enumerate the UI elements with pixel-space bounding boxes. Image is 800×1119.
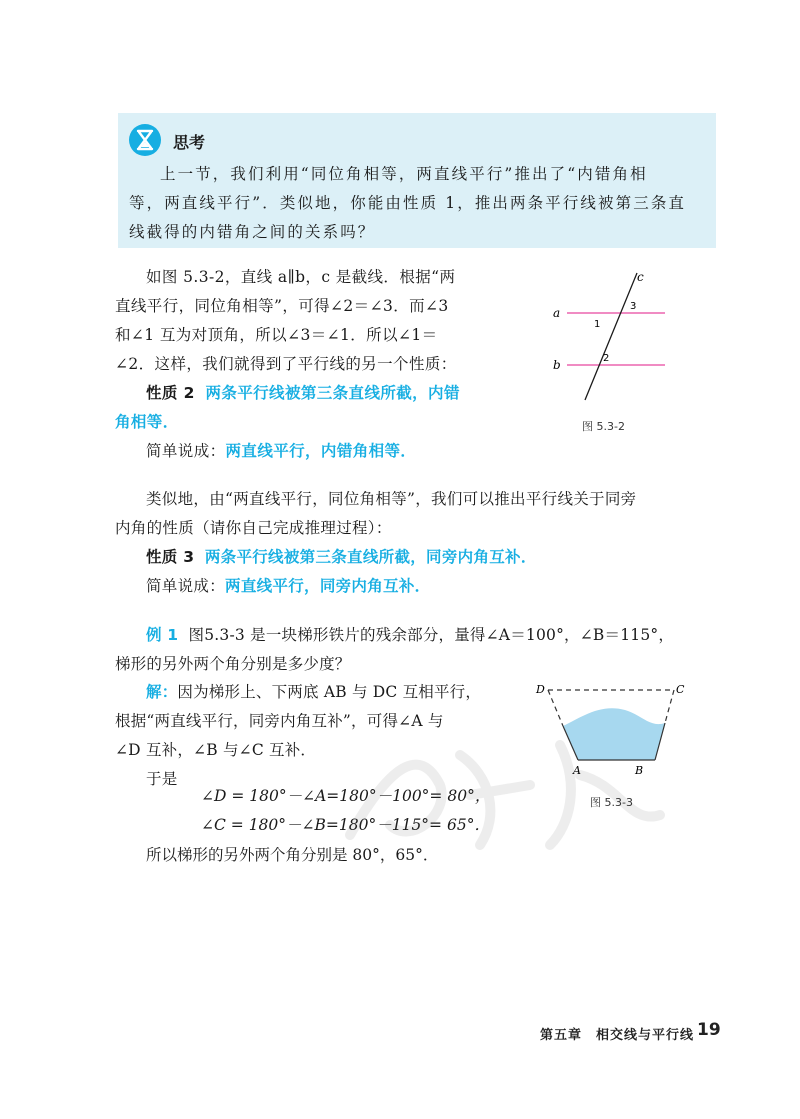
edge-cb-dashed <box>665 690 674 723</box>
simple-label-1: 简单说成： <box>146 442 226 460</box>
section2-line-2: 内角的性质（请你自己完成推理过程）： <box>115 519 392 537</box>
figure-5-3-2 <box>545 265 685 410</box>
example-line-1 <box>115 621 720 650</box>
think-title: 思考 <box>173 133 206 152</box>
section2-line-1: 类似地，由“两直线平行，同位角相等”，我们可以推出平行线关于同旁 <box>146 490 637 508</box>
example-line-2: 梯形的另外两个角分别是多少度？ <box>115 655 351 673</box>
solution-label: 解： <box>146 683 178 701</box>
iron-sheet-shape <box>563 708 665 760</box>
solution-line-2: 根据“两直线平行，同旁内角互补”，可得∠A 与 <box>115 712 444 730</box>
property2-label: 性质 2 <box>146 384 195 402</box>
solution-line-3: ∠D 互补，∠B 与∠C 互补． <box>115 741 317 759</box>
section1-line-1: 如图 5.3-2，直线 a∥b，c 是截线．根据“两 <box>146 268 456 286</box>
solution-line-1 <box>115 678 535 707</box>
simple-text-2: 两直线平行，同旁内角互补． <box>225 577 431 595</box>
property2-text-1: 两条平行线被第三条直线所截，内错 <box>205 384 460 402</box>
equation-1: ∠D = 180°－∠A=180°－100°= 80°， <box>201 787 491 805</box>
property3-label: 性质 3 <box>146 548 195 566</box>
line-c <box>585 273 637 400</box>
think-line-2: 等，两直线平行”．类似地，你能由性质 1，推出两条平行线被第三条直 <box>129 194 687 212</box>
example-label: 例 1 <box>146 626 179 644</box>
think-line-1: 上一节，我们利用“同位角相等，两直线平行”推出了“内错角相 <box>160 165 648 183</box>
label-C: C <box>676 683 685 696</box>
label-D: D <box>536 683 545 696</box>
simple-line-1 <box>115 437 525 466</box>
figure-5-3-3 <box>530 678 695 778</box>
property3-line <box>115 543 715 572</box>
label-a: a <box>553 306 561 320</box>
simple-line-2 <box>115 572 715 601</box>
figure-5-3-3-caption: 图 5.3-3 <box>590 796 633 809</box>
label-A: A <box>573 764 581 777</box>
conclusion: 所以梯形的另外两个角分别是 80°，65°． <box>146 846 439 864</box>
angle-1-label: 1 <box>594 319 601 330</box>
label-b: b <box>553 358 561 372</box>
solution-text-1: 因为梯形上、下两底 AB 与 DC 互相平行， <box>177 683 482 701</box>
property2-line-1 <box>115 379 525 408</box>
figure-5-3-2-caption: 图 5.3-2 <box>582 420 625 433</box>
section2-paragraph <box>115 485 715 601</box>
chapter-title: 第五章 相交线与平行线 <box>540 1028 695 1043</box>
angle-2-label: 2 <box>603 353 610 364</box>
example-paragraph <box>115 621 720 679</box>
simple-text-1: 两直线平行，内错角相等． <box>225 442 417 460</box>
example-text-1: 图5.3-3 是一块梯形铁片的残余部分，量得∠A＝100°，∠B＝115°， <box>188 626 675 644</box>
section1-line-4: ∠2．这样，我们就得到了平行线的另一个性质： <box>115 355 457 373</box>
edge-da-dashed <box>548 690 563 726</box>
section1-paragraph <box>115 263 525 466</box>
section1-line-2: 直线平行，同位角相等”，可得∠2＝∠3．而∠3 <box>115 297 449 315</box>
angle-3-label: 3 <box>630 301 637 312</box>
hourglass-icon <box>128 123 162 157</box>
label-c: c <box>637 270 644 284</box>
property3-text: 两条平行线被第三条直线所截，同旁内角互补． <box>204 548 537 566</box>
think-line-3: 线截得的内错角之间的关系吗？ <box>129 223 376 241</box>
label-B: B <box>635 764 644 777</box>
section1-line-3: 和∠1 互为对顶角，所以∠3＝∠1．所以∠1＝ <box>115 326 438 344</box>
page-number: 19 <box>697 1020 721 1040</box>
equation-2: ∠C = 180°－∠B=180°－115°= 65°． <box>201 816 490 834</box>
solution-line-4: 于是 <box>146 770 178 788</box>
think-text <box>129 160 709 247</box>
property2-text-2: 角相等． <box>115 413 179 431</box>
simple-label-2: 简单说成： <box>146 577 226 595</box>
